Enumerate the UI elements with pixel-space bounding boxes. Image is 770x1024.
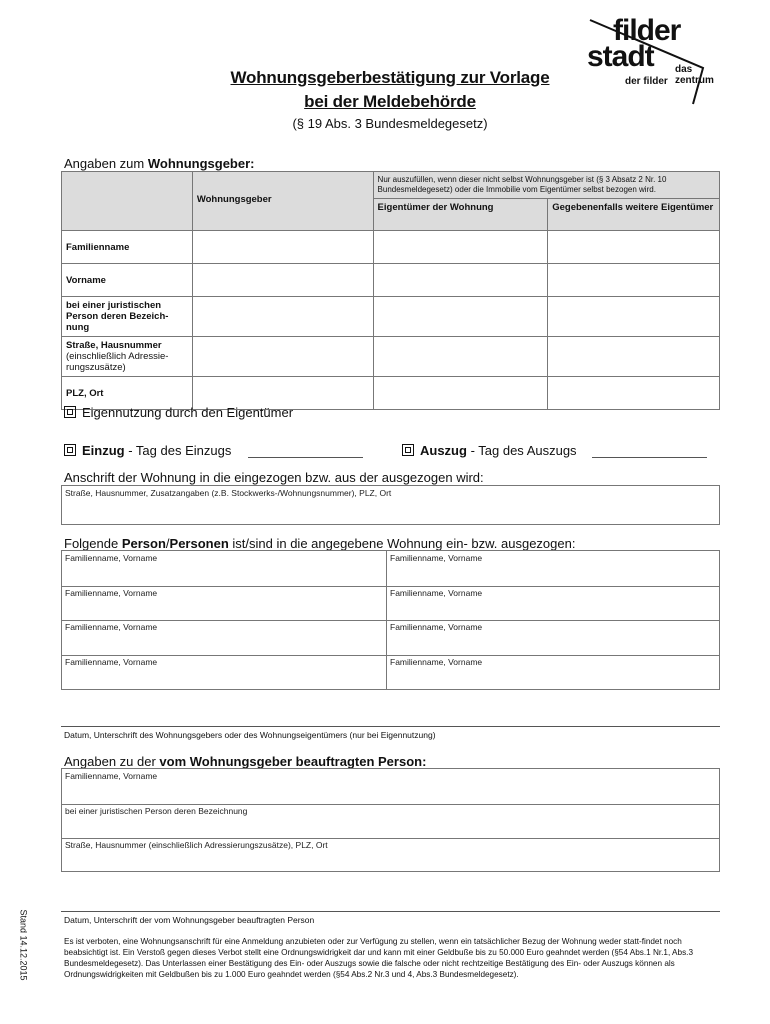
row-label — [62, 337, 193, 377]
row-label: Vorname — [62, 264, 193, 297]
anschrift-field-label: Straße, Hausnummer, Zusatzangaben (z.B. Stockwerks-/Wohnungsnummer), PLZ, Ort — [65, 488, 392, 498]
signature-label-2: Datum, Unterschrift der vom Wohnungsgeber beauftragten Person — [64, 915, 315, 925]
beauftragt-address-field[interactable]: Straße, Hausnummer (einschließlich Adressierungszusätze), PLZ, Ort — [65, 840, 328, 850]
personen-prefix: Folgende — [64, 536, 122, 551]
person-field[interactable]: Familienname, Vorname — [390, 553, 483, 563]
table-row — [62, 231, 720, 264]
person-field[interactable]: Familienname, Vorname — [390, 622, 483, 632]
person-field[interactable]: Familienname, Vorname — [65, 588, 158, 598]
personen-suffix: ist/sind in die angegebene Wohnung ein- bzw. ausgezogen: — [228, 536, 576, 551]
legal-notice: Es ist verboten, eine Wohnungsanschrift für eine Anmeldung anzubieten oder zur Verfügung zu stellen, wenn ein tatsächlicher Bezug der Wohnung weder statt-findet noch beabsichtigt ist. Ein Verstoß gegen dieses Verbot stellt eine Ordnungswidrigkeit dar und kann mit einer Geldbuße bis zu 50.000 Euro geahndet werden (§54 Abs.1 Nr.1, Abs.3 Bundesmeldegesetz). Das Unterlassen einer Bestätigung des Ein- oder Auszugs sowie die falsche oder nicht rechtzeitige Bestätigung des Ein- oder Auszugs können als Ordnungswidrigkeiten mit Geldbußen bis zu 1.000 Euro geahndet werden (§54 Abs.2 Nr.3 und 4, Abs.3 Bundesmeldegesetz). — [64, 937, 693, 979]
auszug-option[interactable] — [402, 443, 577, 458]
input-cell[interactable] — [373, 264, 548, 297]
table-row — [62, 297, 720, 337]
signature-line-1[interactable] — [61, 726, 720, 727]
row-label: bei einer juristischen Person deren Bezeich-nung — [62, 297, 193, 337]
person-field[interactable]: Familienname, Vorname — [65, 622, 158, 632]
row-label-main: Straße, Hausnummer — [66, 340, 162, 351]
page-title-line2: bei der Meldebehörde — [304, 92, 476, 111]
input-cell[interactable] — [373, 337, 548, 377]
header-eigentuemer: Eigentümer der Wohnung — [373, 199, 548, 231]
beauftragt-title — [64, 754, 426, 769]
person-field[interactable]: Familienname, Vorname — [390, 588, 483, 598]
beauftragt-juristisch-field[interactable]: bei einer juristischen Person deren Bezeichnung — [65, 806, 248, 816]
personen-slash: / — [165, 536, 170, 551]
personen-title — [64, 536, 575, 551]
logo-line3: das zentrum — [675, 64, 714, 86]
filderstadt-logo — [585, 14, 725, 108]
input-cell[interactable] — [548, 231, 720, 264]
row-label: Familienname — [62, 231, 193, 264]
personen-grid — [61, 550, 720, 690]
eigennutzung-checkbox[interactable] — [64, 406, 76, 418]
input-cell[interactable] — [192, 264, 373, 297]
beauftragt-grid — [61, 768, 720, 872]
anschrift-title: Anschrift der Wohnung in die eingezogen bzw. aus der ausgezogen wird: — [64, 470, 484, 485]
eigennutzung-option[interactable] — [64, 405, 293, 420]
signature-label-1: Datum, Unterschrift des Wohnungsgebers oder des Wohnungseigentümers (nur bei Eigennutzung) — [64, 730, 436, 740]
header-weitere: Gegebenenfalls weitere Eigentümer — [548, 199, 720, 231]
einzug-text: - Tag des Einzugs — [124, 443, 232, 458]
input-cell[interactable] — [548, 337, 720, 377]
page-title-line1: Wohnungsgeberbestätigung zur Vorlage — [230, 68, 550, 87]
auszug-text: - Tag des Auszugs — [466, 443, 577, 458]
section-wohnungsgeber-title — [64, 156, 254, 171]
table-row — [62, 264, 720, 297]
signature-line-2[interactable] — [61, 911, 720, 912]
input-cell[interactable] — [192, 231, 373, 264]
input-cell[interactable] — [373, 377, 548, 410]
logo-line2: stadt — [587, 40, 654, 73]
auszug-bold: Auszug — [420, 443, 467, 458]
auszug-date-line[interactable] — [592, 457, 707, 458]
logo-line1: filder — [613, 14, 681, 47]
input-cell[interactable] — [192, 337, 373, 377]
logo-line4: der filder — [625, 76, 668, 87]
input-cell[interactable] — [548, 297, 720, 337]
input-cell[interactable] — [192, 297, 373, 337]
beauftragt-prefix: Angaben zu der — [64, 754, 160, 769]
section-prefix: Angaben zum — [64, 156, 148, 171]
header-note: Nur auszufüllen, wenn dieser nicht selbst Wohnungsgeber ist (§ 3 Absatz 2 Nr. 10 Bundesmeldegesetz) oder die Immobilie vom Eigentümer selbst bezogen wird. — [373, 172, 719, 199]
section-bold: Wohnungsgeber: — [147, 156, 255, 171]
row-label: PLZ, Ort — [62, 377, 193, 410]
header-wohnungsgeber: Wohnungsgeber — [192, 172, 373, 231]
einzug-date-line[interactable] — [248, 457, 363, 458]
einzug-option[interactable] — [64, 443, 231, 458]
person-field[interactable]: Familienname, Vorname — [65, 553, 158, 563]
anschrift-field[interactable] — [61, 485, 720, 525]
auszug-checkbox[interactable] — [402, 444, 414, 456]
table-row — [62, 337, 720, 377]
person-field[interactable]: Familienname, Vorname — [65, 657, 158, 667]
personen-bold2: Personen — [169, 536, 229, 551]
input-cell[interactable] — [548, 377, 720, 410]
table-corner — [62, 172, 193, 231]
beauftragt-name-field[interactable]: Familienname, Vorname — [65, 771, 158, 781]
page-subtitle: (§ 19 Abs. 3 Bundesmeldegesetz) — [292, 116, 488, 131]
input-cell[interactable] — [373, 231, 548, 264]
input-cell[interactable] — [373, 297, 548, 337]
row-label-sub: (einschließlich Adressie-rungszusätze) — [66, 351, 169, 373]
einzug-bold: Einzug — [82, 443, 125, 458]
stand-date: Stand 14.12.2015 — [18, 909, 29, 981]
personen-bold1: Person — [121, 536, 166, 551]
einzug-checkbox[interactable] — [64, 444, 76, 456]
person-field[interactable]: Familienname, Vorname — [390, 657, 483, 667]
input-cell[interactable] — [548, 264, 720, 297]
beauftragt-bold: vom Wohnungsgeber beauftragten Person: — [159, 754, 427, 769]
eigennutzung-label: Eigennutzung durch den Eigentümer — [82, 405, 294, 420]
owner-table — [61, 171, 720, 410]
